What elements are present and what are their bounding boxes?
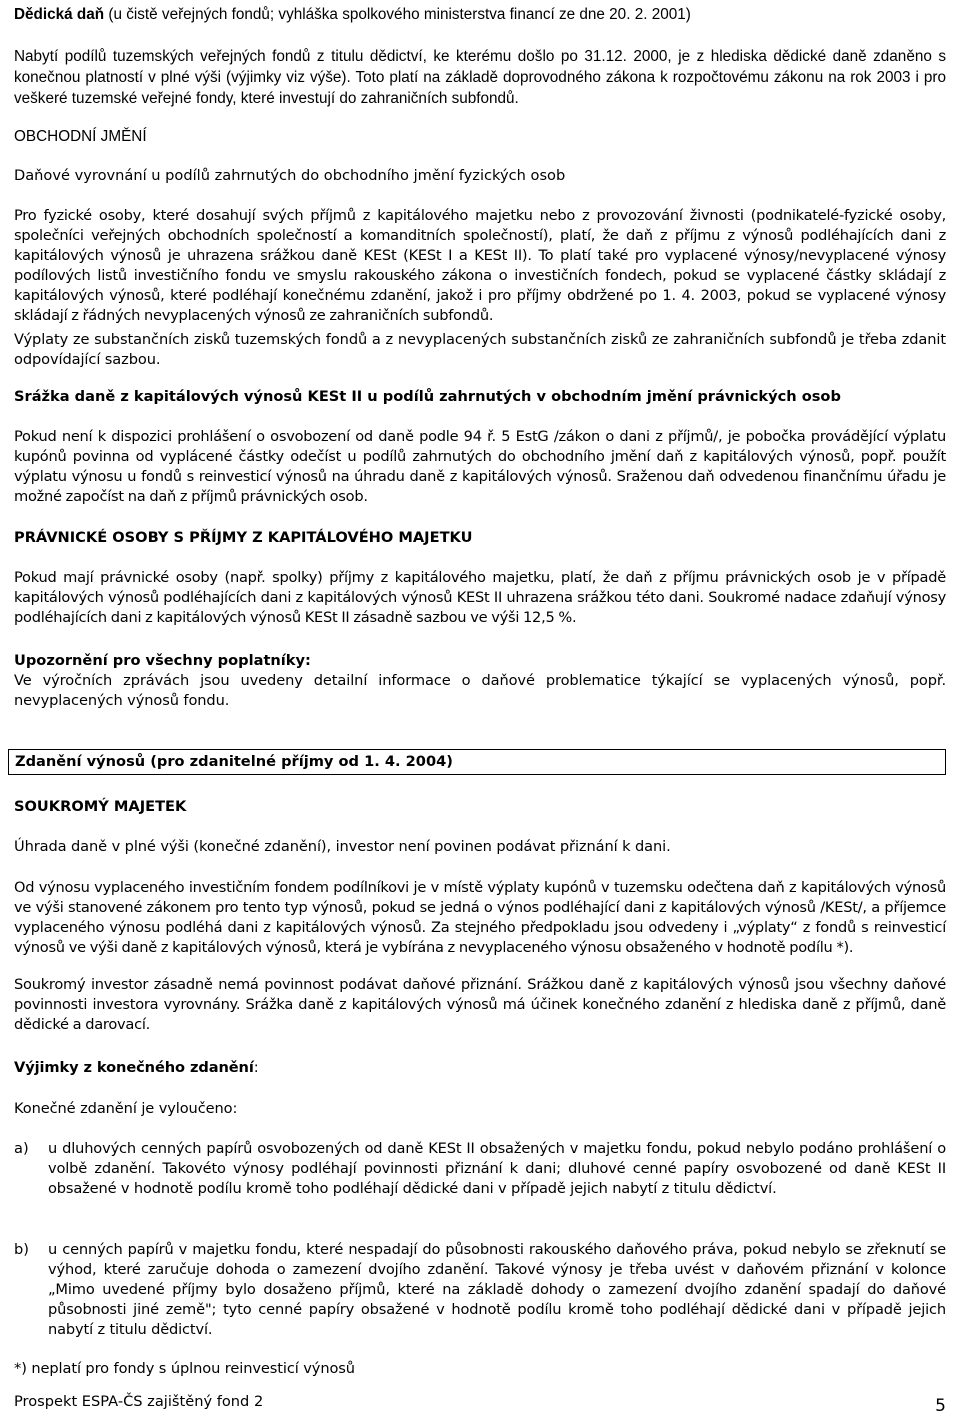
withholding-paragraph: Pokud není k dispozici prohlášení o osvobození od daně podle 94 ř. 5 EstG /zákon o dani z příjmů/, je pobočka provádějící výplatu kupónů povinna od vyplácené částky odečíst u podílů zahrnutých do obchodního jmění daň z kapitálových výnosů, popř. použít výplatu výnosu u fondů s reinvesticí výnosů na úhradu daně z kapitálových výnosů. Sraženou daň odvedenou finančnímu úřadu je možné započíst na daň z příjmů právnických osob.: [14, 428, 946, 505]
exceptions-heading: [14, 1058, 946, 1078]
inheritance-tax-heading-rest: (u čistě veřejných fondů; vyhláška spolkového ministerstva financí ze dne 20. 2. 2001): [104, 6, 691, 23]
business-assets-title: OBCHODNÍ JMĚNÍ: [14, 128, 147, 145]
inheritance-tax-paragraph-part2: Toto platí na základě doprovodného zákona k rozpočtovému zákonu na rok 2003 i pro veškeré tuzemské veřejné fondy, které investují do zahraničních subfondů.: [14, 69, 946, 107]
withholding-heading: Srážka daně z kapitálových výnosů KESt II u podílů zahrnutých v obchodním jmění právnických osob: [14, 388, 841, 405]
notice-heading: Upozornění pro všechny poplatníky:: [14, 652, 311, 669]
exceptions-heading-colon: :: [253, 1059, 259, 1076]
business-subtitle: Daňové vyrovnání u podílů zahrnutých do obchodního jmění fyzických osob: [14, 167, 566, 184]
inheritance-tax-heading: [14, 4, 946, 25]
list-item: [14, 1240, 946, 1340]
inheritance-tax-heading-bold: Dědická daň: [14, 6, 105, 23]
list-item-text: u dluhových cenných papírů osvobozených od daně KESt II obsažených v majetku fondu, pokud nebylo podáno prohlášení o volbě zdanění. Takovéto výnosy podléhají povinnosti přiznání k dani; dluhové cenné papíry osvobozené od daně KESt II obsažené v hodnotě podílu kromě toho podléhají dědické dani v případě jejich nabytí z titulu dědictví.: [48, 1140, 946, 1197]
legal-persons-title: PRÁVNICKÉ OSOBY S PŘÍJMY Z KAPITÁLOVÉHO MAJETKU: [14, 529, 473, 546]
legal-persons-paragraph: Pokud mají právnické osoby (např. spolky) příjmy z kapitálového majetku, platí, že daň z příjmu právnických osob je v případě kapitálových výnosů podléhajících dani z kapitálových výnosů KESt II uhrazena srážkou této dani. Soukromé nadace zdaňují výnosy podléhajících dani z kapitálových výnosů KESt II zásadně sazbou ve výši 12,5 %.: [14, 569, 946, 626]
exceptions-heading-bold: Výjimky z konečného zdanění: [14, 1059, 254, 1076]
private-assets-title: SOUKROMÝ MAJETEK: [14, 798, 187, 815]
page-number: 5: [935, 1396, 946, 1416]
inheritance-tax-paragraph: [14, 46, 946, 109]
private-paragraph-2: Od výnosu vyplaceného investičním fondem podílníkovi je v místě výplaty kupónů v tuzemsku odečtena daň z kapitálových výnosů ve výši stanovené zákonem pro tento typ výnosů, pokud se jedná o výnos podléhající dani z kapitálových výnosů /KESt/, a příjemce vyplaceného výnosu podléhá dani z kapitálových výnosů. Za stejného předpokladu jsou odvedeny i „výplaty“ z fondů s reinvesticí výnosů ve výši daně z kapitálových výnosů, která je vybírána z nevyplaceného výnosu obsaženého v hodnotě podílu *).: [14, 879, 946, 956]
business-paragraph-2: Výplaty ze substančních zisků tuzemských fondů a z nevyplacených substančních zisků ze zahraničních subfondů je třeba zdanit odpovídající sazbou.: [14, 331, 946, 368]
footnote: *) neplatí pro fondy s úplnou reinvesticí výnosů: [14, 1360, 355, 1377]
list-marker: a): [14, 1140, 29, 1157]
taxation-box-title: Zdanění výnosů (pro zdanitelné příjmy od 1. 4. 2004): [8, 749, 946, 775]
business-paragraph-1: Pro fyzické osoby, které dosahují svých příjmů z kapitálového majetku nebo z provozování živnosti (podnikatelé-fyzické osoby, společníci veřejných obchodních společností a komanditních společností), platí, že daň z příjmu z výnosů podléhajících dani z kapitálových výnosů je uhrazena srážkou daně KESt (KESt I a KESt II). To platí také pro vyplacené výnosy/nevyplacené výnosy podílových listů investičního fondu ve smyslu rakouského zákona o investičních fondech, pokud se vyplacené částky skládají z kapitálových výnosů, které podléhají konečnému zdanění, jakož i pro příjmy obdržené po 1. 4. 2003, pokud se vyplacené výnosy skládají z řádných nevyplacených výnosů ze zahraničních subfondů.: [14, 207, 946, 324]
inheritance-tax-paragraph-part1: Nabytí podílů tuzemských veřejných fondů z titulu dědictví, ke kterému došlo po 31.12. 2000, je z hlediska dědické daně zdaněno s konečnou platností v plné výši (výjimky viz výše).: [14, 48, 946, 86]
notice-text: Ve výročních zprávách jsou uvedeny detailní informace o daňové problematice týkající se vyplacených výnosů, popř. nevyplacených výnosů fondu.: [14, 672, 946, 709]
list-marker: b): [14, 1241, 29, 1258]
private-paragraph-3: Soukromý investor zásadně nemá povinnost podávat daňové přiznání. Srážkou daně z kapitálových výnosů jsou všechny daňové povinnosti investora vyrovnány. Srážka daně z kapitálových výnosů má účinek konečného zdanění z hlediska daně z příjmů, daně dědické a darovací.: [14, 976, 946, 1033]
exclusion-line: Konečné zdanění je vyloučeno:: [14, 1100, 238, 1117]
footer-title: Prospekt ESPA-ČS zajištěný fond 2: [14, 1393, 264, 1410]
private-paragraph-1: Úhrada daně v plné výši (konečné zdanění), investor není povinen podávat přiznání k dani.: [14, 838, 671, 855]
list-item: [14, 1139, 946, 1199]
list-item-text: u cenných papírů v majetku fondu, které nespadají do působnosti rakouského daňového práva, pokud nebylo se zřeknutí se výhod, které zaručuje dohoda o zamezení dvojího zdanění. Takové výnosy je třeba uvést v daňovém přiznání v kolonce „Mimo uvedené příjmy bylo dosaženo příjmů, které na základě dohody o zamezení dvojího zdanění spadají do daňové působnosti jiné země"; tyto cenné papíry obsažené v hodnotě podílu kromě toho podléhají dědické dani v případě jejich nabytí z titulu dědictví.: [48, 1241, 946, 1338]
